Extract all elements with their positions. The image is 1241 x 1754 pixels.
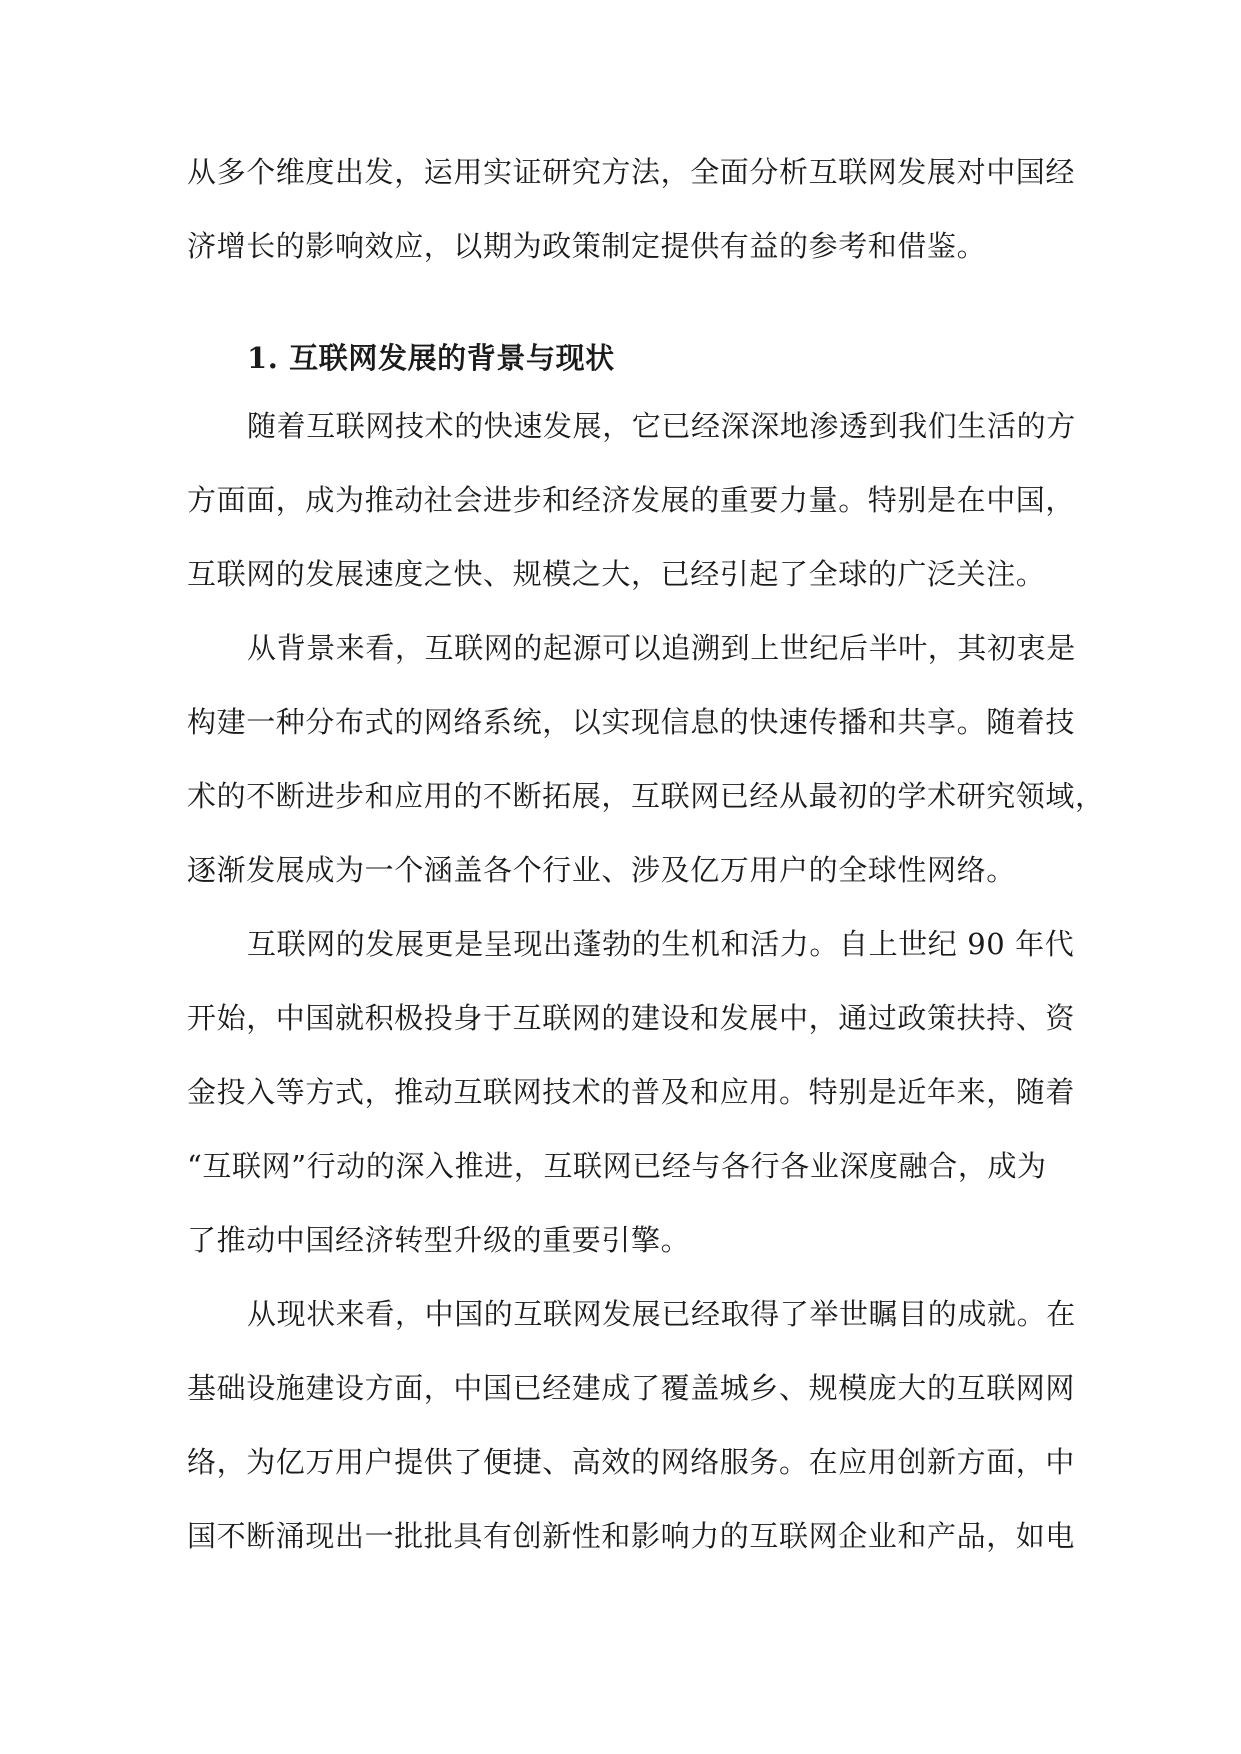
text-line: 从背景来看，互联网的起源可以追溯到上世纪后半叶，其初衷是 [247, 631, 1076, 665]
text-line: “互联网”行动的深入推进，互联网已经与各行各业深度融合，成为 [187, 1149, 1047, 1183]
text-line: 开始，中国就积极投身于互联网的建设和发展中，通过政策扶持、资 [187, 1001, 1076, 1035]
text-line: 逐渐发展成为一个涵盖各个行业、涉及亿万用户的全球性网络。 [187, 853, 1016, 887]
text-line: 了推动中国经济转型升级的重要引擎。 [187, 1223, 691, 1257]
text-line: 国不断涌现出一批批具有创新性和影响力的互联网企业和产品，如电 [187, 1519, 1076, 1553]
text-line: 金投入等方式，推动互联网技术的普及和应用。特别是近年来，随着 [187, 1075, 1076, 1109]
paragraph [187, 618, 1105, 914]
paragraph [187, 396, 1076, 618]
text-line: 互联网的发展更是呈现出蓬勃的生机和活力。自上世纪 90 年代 [247, 927, 1075, 961]
intro-paragraph [187, 142, 1076, 290]
text-line: 从多个维度出发，运用实证研究方法，全面分析互联网发展对中国经 [187, 155, 1076, 189]
section-heading: 1. 互联网发展的背景与现状 [247, 341, 615, 375]
text-line: 基础设施建设方面，中国已经建成了覆盖城乡、规模庞大的互联网网 [187, 1371, 1076, 1405]
text-line: 络，为亿万用户提供了便捷、高效的网络服务。在应用创新方面，中 [187, 1445, 1076, 1479]
text-line: 构建一种分布式的网络系统，以实现信息的快速传播和共享。随着技 [187, 705, 1076, 739]
text-line: 互联网的发展速度之快、规模之大，已经引起了全球的广泛关注。 [187, 557, 1046, 591]
paragraph [187, 914, 1076, 1284]
text-line: 随着互联网技术的快速发展，它已经深深地渗透到我们生活的方 [247, 409, 1076, 443]
text-line: 济增长的影响效应，以期为政策制定提供有益的参考和借鉴。 [187, 229, 987, 263]
text-line: 术的不断进步和应用的不断拓展，互联网已经从最初的学术研究领域， [187, 779, 1105, 813]
text-line: 从现状来看，中国的互联网发展已经取得了举世瞩目的成就。在 [247, 1297, 1076, 1331]
document-body [187, 142, 1105, 1580]
paragraph [187, 1284, 1076, 1580]
text-line: 方面面，成为推动社会进步和经济发展的重要力量。特别是在中国， [187, 483, 1076, 517]
